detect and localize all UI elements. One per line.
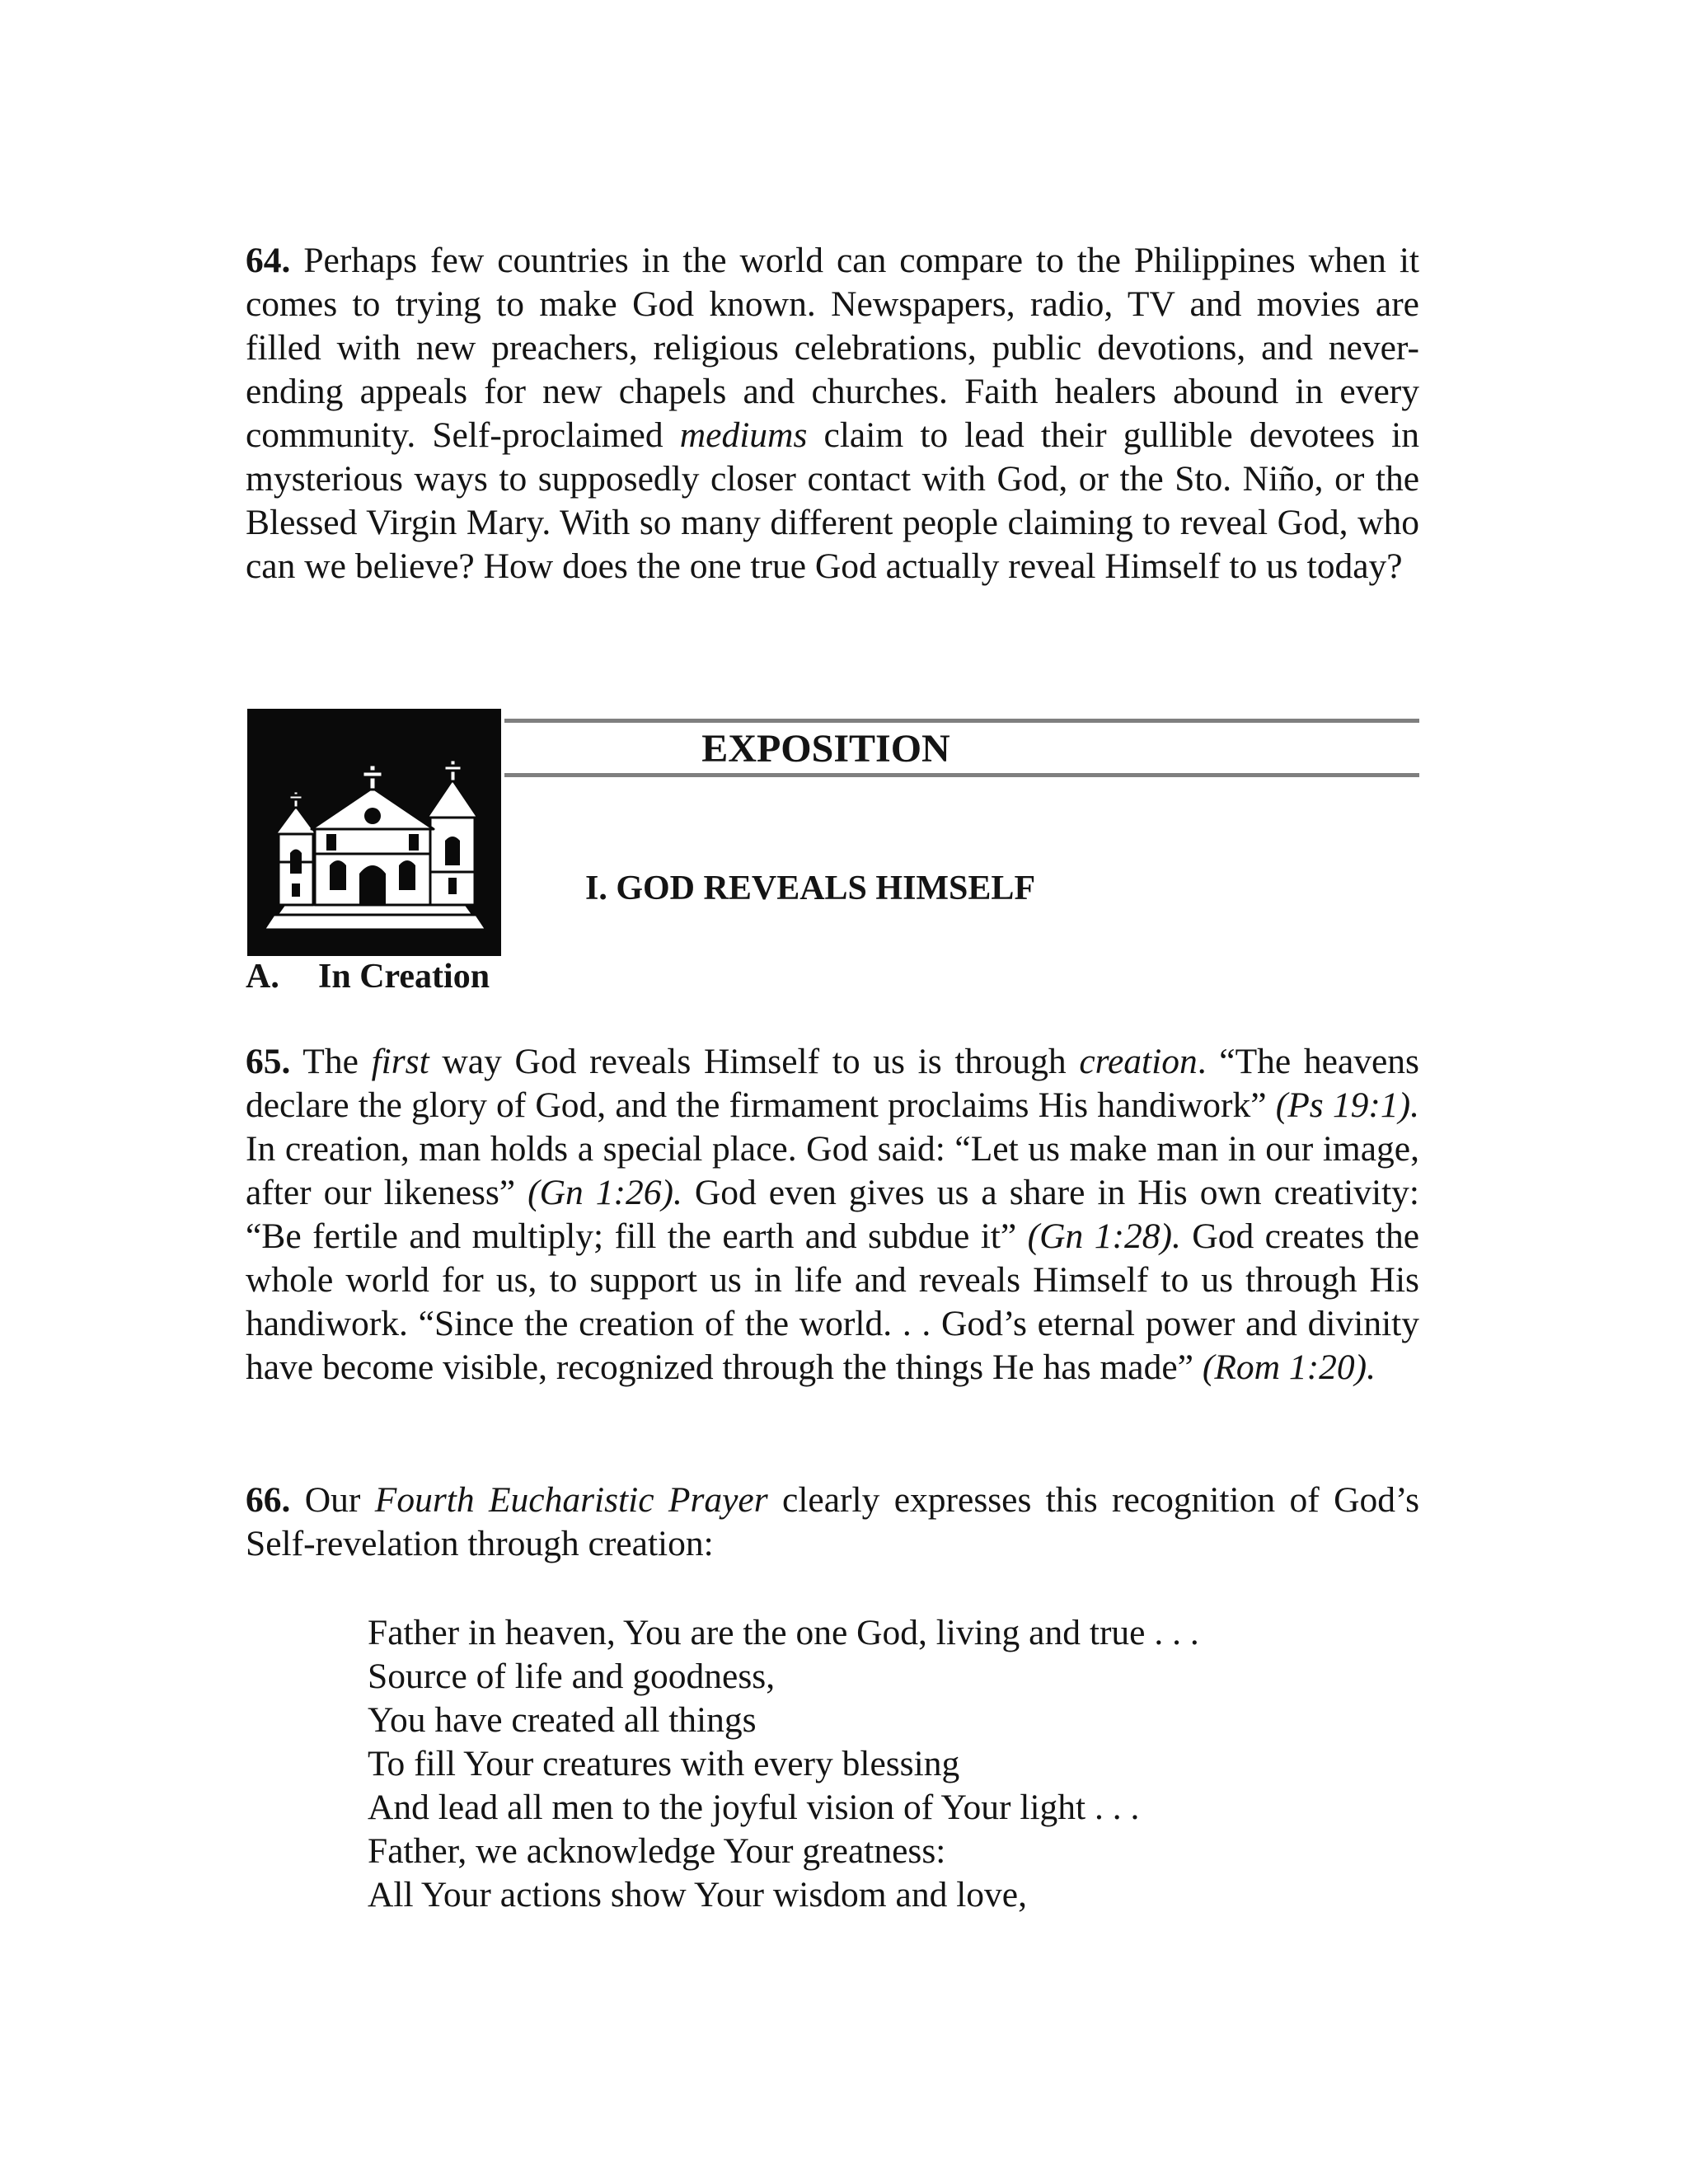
subsection-heading bbox=[246, 956, 490, 997]
emphasis: creation bbox=[1079, 1042, 1198, 1081]
paragraph-number: 65. bbox=[246, 1042, 291, 1081]
rule-bottom bbox=[504, 773, 1419, 777]
paragraph-text: way God reveals Himself to us is through bbox=[429, 1042, 1080, 1081]
prayer-quote bbox=[368, 1611, 1199, 1917]
subsection-title: In Creation bbox=[318, 958, 490, 996]
prayer-line: And lead all men to the joyful vision of Your light . . . bbox=[368, 1788, 1140, 1827]
prayer-line: You have created all things bbox=[368, 1700, 757, 1740]
emphasis: Fourth Eucharistic Prayer bbox=[374, 1480, 768, 1520]
paragraph-text: God creates the whole world for us, to support us in life and reveals Himself to us through His handiwork. “Since the creation of the world. . . God’s eternal power and divinity have become visible, recognized through the things He has made” bbox=[246, 1216, 1419, 1387]
prayer-line: Father, we acknowledge Your greatness: bbox=[368, 1831, 946, 1871]
citation: (Gn 1:28). bbox=[1027, 1216, 1181, 1256]
paragraph-number: 66. bbox=[246, 1480, 291, 1520]
citation: (Gn 1:26). bbox=[528, 1173, 682, 1212]
paragraph-64 bbox=[246, 239, 1419, 588]
paragraph-text: Our bbox=[290, 1480, 375, 1520]
paragraph-66 bbox=[246, 1479, 1419, 1566]
church-logo bbox=[247, 709, 501, 956]
paragraph-number: 64. bbox=[246, 241, 291, 280]
prayer-line: To fill Your creatures with every blessing bbox=[368, 1744, 960, 1783]
prayer-line: Father in heaven, You are the one God, living and true . . . bbox=[368, 1613, 1199, 1652]
paragraph-65 bbox=[246, 1040, 1419, 1390]
prayer-line: All Your actions show Your wisdom and love, bbox=[368, 1875, 1027, 1915]
paragraph-text: God even gives us a share in His own creativity: “Be fertile and multiply; fill the earth and subdue it” bbox=[246, 1173, 1419, 1256]
paragraph-text: The bbox=[290, 1042, 372, 1081]
citation: (Ps 19:1). bbox=[1275, 1085, 1419, 1125]
exposition-heading: EXPOSITION bbox=[701, 727, 950, 771]
church-icon bbox=[247, 709, 501, 956]
prayer-line: Source of life and goodness, bbox=[368, 1657, 776, 1696]
paragraph-text: claim to lead their gullible devotees in mysterious ways to supposedly closer contact with God, or the Sto. Niño, or the Blessed Virgin Mary. With so many different people claiming to reveal God, who can we believe? How does the one true God actually reveal Himself to us today? bbox=[246, 415, 1419, 586]
emphasis: first bbox=[371, 1042, 429, 1081]
citation: (Rom 1:20). bbox=[1202, 1347, 1376, 1387]
rule-top bbox=[504, 719, 1419, 723]
paragraph-text: Perhaps few countries in the world can compare to the Philippines when it comes to trying to make God known. Newspapers, radio, TV and movies are filled with new preachers, religious celebrations, public devotions, and never-ending appeals for new chapels and churches. Faith healers abound in every community. Self-proclaimed bbox=[246, 241, 1419, 455]
emphasis: mediums bbox=[679, 415, 808, 455]
section-heading: I. GOD REVEALS HIMSELF bbox=[585, 869, 1036, 907]
paragraph-text: In creation, man holds a special place. God said: “Let us make man in our image, after our likeness” bbox=[246, 1129, 1419, 1212]
paragraph-text: . “The heavens declare the glory of God, and the firmament proclaims His handiwork” bbox=[246, 1042, 1419, 1125]
subsection-letter: A. bbox=[246, 958, 279, 996]
paragraph-text: clearly expresses this recognition of God’s Self-revelation through creation: bbox=[246, 1480, 1419, 1563]
